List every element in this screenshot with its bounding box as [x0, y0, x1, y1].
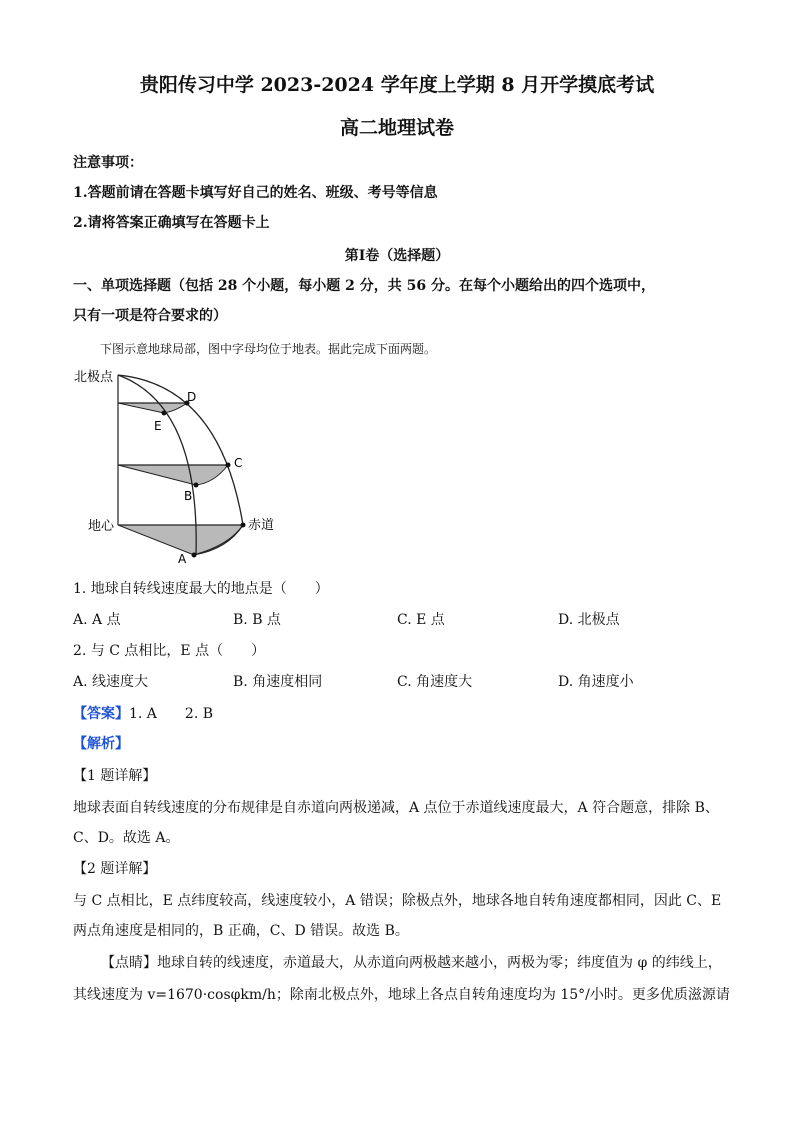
question-1-option-d[interactable]: D. 北极点: [558, 612, 620, 628]
page-subtitle: 高二地理试卷: [339, 117, 454, 139]
q2-detail-line-1: 与 C 点相比，E 点纬度较高，线速度较小，A 错误；除极点外，地球各地自转角速度都相同，因此 C、E: [73, 893, 722, 909]
q1-detail-line-1: 地球表面自转线速度的分布规律是自赤道向两极递减，A 点位于赤道线速度最大，A 符合题意，排除 B、: [73, 800, 719, 816]
label-e: E: [154, 419, 162, 433]
point-equator-dot: [241, 523, 246, 528]
outer-meridian-arc: [118, 375, 243, 525]
label-north-pole: 北极点: [74, 370, 114, 385]
label-d: D: [187, 390, 197, 404]
answer-line: [73, 703, 213, 723]
question-1-option-b[interactable]: B. B 点: [233, 612, 281, 628]
section-instruction-line-1: 一、单项选择题（包括 28 个小题，每小题 2 分，共 56 分。在每个小题给出的四个选项中，: [73, 278, 655, 294]
page-title: 贵阳传习中学 2023-2024 学年度上学期 8 月开学摸底考试: [139, 74, 655, 96]
question-2-option-b[interactable]: B. 角速度相同: [233, 674, 323, 690]
analysis-tag: 【解析】: [73, 736, 129, 752]
q1-detail-heading: 【1 题详解】: [73, 768, 157, 784]
point-c-dot: [226, 463, 231, 468]
section-title: 第Ⅰ卷（选择题）: [344, 248, 450, 264]
tip-line-2: 其线速度为 v=1670·cosφkm/h；除南北极点外，地球上各点自转角速度均为 15°/小时。更多优质滋源请: [73, 987, 730, 1003]
point-a-dot: [192, 553, 197, 558]
question-2-option-c[interactable]: C. 角速度大: [397, 674, 473, 690]
label-b: B: [184, 489, 193, 503]
q2-detail-heading: 【2 题详解】: [73, 861, 157, 877]
q1-detail-line-2: C、D。故选 A。: [73, 830, 180, 846]
question-1-stem: 1. 地球自转线速度最大的地点是（ ）: [73, 581, 329, 597]
question-2-option-a[interactable]: A. 线速度大: [73, 674, 149, 690]
question-1-option-c[interactable]: C. E 点: [397, 612, 445, 628]
shaded-region-lower: [118, 525, 243, 555]
question-1-option-a[interactable]: A. A 点: [73, 612, 121, 628]
notes-heading: 注意事项：: [73, 155, 143, 171]
point-b-dot: [194, 483, 199, 488]
shaded-region-upper: [118, 403, 187, 413]
label-equator: 赤道: [248, 518, 275, 533]
material-text: 下图示意地球局部，图中字母均位于地表。据此完成下面两题。: [100, 342, 437, 356]
label-earth-center: 地心: [88, 519, 115, 534]
earth-section-diagram: [70, 365, 290, 565]
question-2-option-d[interactable]: D. 角速度小: [558, 674, 634, 690]
notes-item-1: 1.答题前请在答题卡填写好自己的姓名、班级、考号等信息: [73, 185, 438, 201]
shaded-region-middle: [118, 465, 228, 485]
answer-text: 1. A 2. B: [129, 706, 214, 722]
point-e-dot: [162, 411, 167, 416]
tip-line-1: 【点睛】地球自转的线速度，赤道最大，从赤道向两极越来越小，两极为零；纬度值为 φ 的纬线上，: [101, 955, 722, 971]
question-2-stem: 2. 与 C 点相比，E 点（ ）: [73, 643, 266, 659]
section-instruction-line-2: 只有一项是符合要求的）: [73, 308, 227, 324]
q2-detail-line-2: 两点角速度是相同的，B 正确，C、D 错误。故选 B。: [73, 923, 409, 939]
label-c: C: [234, 456, 243, 470]
notes-item-2: 2.请将答案正确填写在答题卡上: [73, 215, 270, 231]
answer-tag: 【答案】: [73, 706, 129, 722]
label-a: A: [178, 552, 187, 565]
